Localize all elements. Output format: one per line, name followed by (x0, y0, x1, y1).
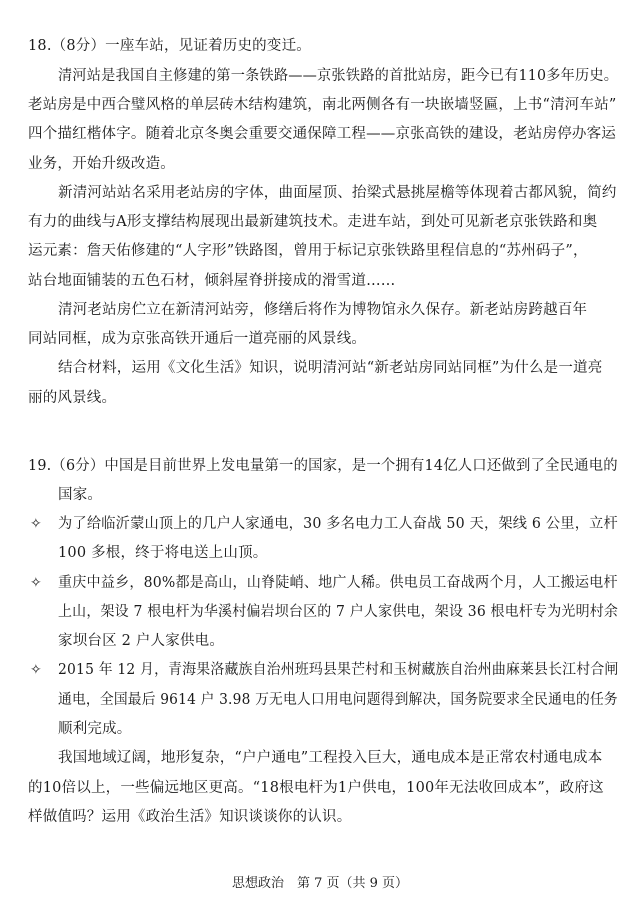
q19-bullet-line: 重庆中益乡，80%都是高山，山脊陡峭、地广人稀。供电员工奋战两个月，人工搬运电杆 (58, 575, 618, 591)
q19-bullet-line: 2015 年 12 月，青海果洛藏族自治州班玛县果芒村和玉树藏族自治州曲麻莱县长江村合闸 (58, 662, 619, 678)
q18-question-line: 结合材料，运用《文化生活》知识，说明清河站“新老站房同站同框”为什么是一道亮 (58, 360, 603, 376)
q19-bullet-line: 通电，全国最后 9614 户 3.98 万无电人口用电问题得到解决，国务院要求全民通电的任务 (58, 692, 618, 708)
q19-bullet-line: 100 多根，终于将电送上山顶。 (58, 545, 268, 561)
q18-material-line: 运元素：詹天佑修建的“人字形”铁路图，曾用于标记京张铁路里程信息的“苏州码子”， (28, 243, 588, 259)
q19-bullet-line: 顺利完成。 (58, 721, 132, 737)
page-footer: 思想政治 第 7 页（共 9 页） (231, 876, 409, 891)
q19-question-line: 样做值吗？运用《政治生活》知识谈谈你的认识。 (28, 809, 352, 825)
bullet-icon: ✧ (30, 662, 42, 678)
q19-header: 19.（6分）中国是目前世界上发电量第一的国家，是一个拥有14亿人口还做到了全民通电的 (28, 458, 618, 474)
q19-question-line: 的10倍以上，一些偏远地区更高。“18根电杆为1户供电，100年无法收回成本”，政府这 (28, 780, 604, 796)
q18-material-line: 老站房是中西合璧风格的单层砖木结构建筑，南北两侧各有一块嵌墙竖匾，上书“清河车站” (28, 97, 617, 113)
q19-bullet-line: 家坝台区 2 户人家供电。 (58, 633, 225, 649)
q18-material-line: 清河站是我国自主修建的第一条铁路——京张铁路的首批站房，距今已有110多年历史。 (58, 68, 619, 84)
q18-header: 18.（8分）一座车站，见证着历史的变迁。 (28, 38, 311, 54)
q18-material-line: 业务，开始升级改造。 (28, 156, 175, 172)
q18-material-line: 新清河站站名采用老站房的字体，曲面屋顶、抬梁式悬挑屋檐等体现着古都风貌，简约 (58, 185, 617, 201)
q18-question-line: 丽的风景线。 (28, 390, 117, 406)
q18-material-line: 有力的曲线与A形支撑结构展现出最新建筑技术。走进车站，到处可见新老京张铁路和奥 (28, 214, 598, 230)
q19-header: 国家。 (58, 487, 103, 503)
q18-material-line: 同站同框，成为京张高铁开通后一道亮丽的风景线。 (28, 331, 367, 347)
q18-material-line: 四个描红楷体字。随着北京冬奥会重要交通保障工程——京张高铁的建设，老站房停办客运 (28, 126, 616, 142)
q19-bullet-line: 上山，架设 7 根电杆为华溪村偏岩坝台区的 7 户人家供电，架设 36 根电杆专为光明村余 (58, 604, 619, 620)
q19-bullet-line: 为了给临沂蒙山顶上的几户人家通电，30 多名电力工人奋战 50 天，架线 6 公里，立杆 (58, 516, 618, 532)
q19-question-line: 我国地域辽阔，地形复杂，“户户通电”工程投入巨大，通电成本是正常农村通电成本 (58, 750, 603, 766)
bullet-icon: ✧ (30, 575, 42, 591)
q18-material-line: 清河老站房伫立在新清河站旁，修缮后将作为博物馆永久保存。新老站房跨越百年 (58, 302, 588, 318)
bullet-icon: ✧ (30, 516, 42, 532)
q18-material-line: 站台地面铺装的五色石材，倾斜屋脊拼接成的滑雪道…… (28, 273, 396, 289)
